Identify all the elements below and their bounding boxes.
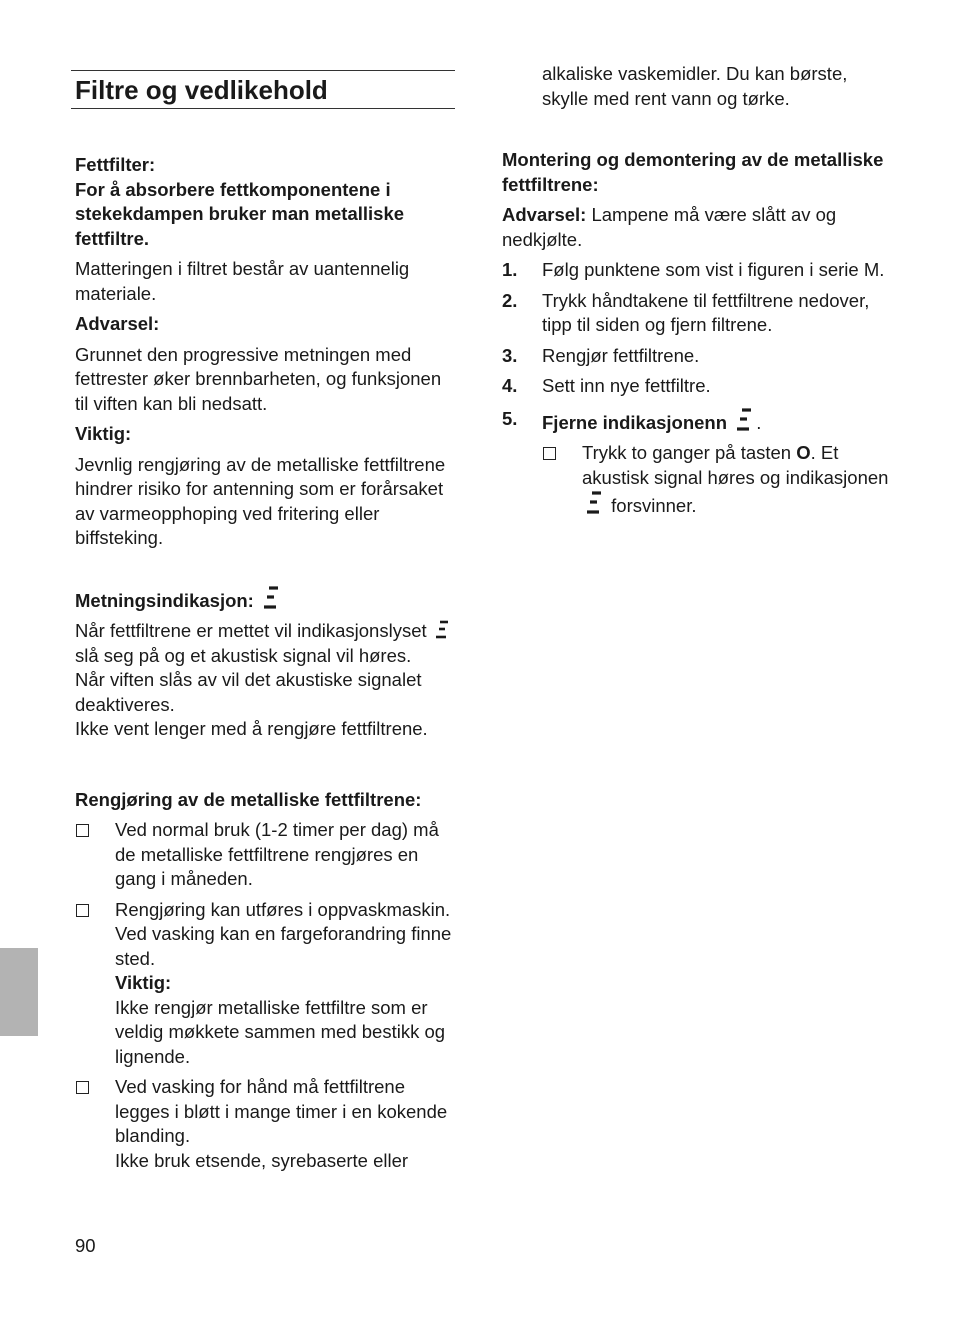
warning-label: Advarsel: bbox=[75, 313, 160, 334]
checkbox-bullet-icon bbox=[75, 1075, 115, 1173]
checkbox-bullet-icon bbox=[75, 818, 115, 892]
page-number: 90 bbox=[75, 1235, 96, 1256]
checkbox-bullet-icon bbox=[75, 898, 115, 1070]
sub-text-c: forsvinner. bbox=[611, 495, 697, 516]
cleaning-item-2: Rengjøring kan utføres i oppvaskmaskin. Ved vasking kan en fargeforandring finne sted. bbox=[115, 898, 452, 969]
important-text: Jevnlig rengjøring av de metalliske fettfiltrene hindrer risiko for antenning som er forårsaket av varmeopphoping ved fritering eller biffsteking. bbox=[75, 453, 446, 548]
fettfilter-section bbox=[75, 153, 455, 551]
metning-text-d: Ikke vent lenger med å rengjøre fettfiltrene. bbox=[75, 718, 428, 739]
warning-text: Grunnet den progressive metningen med fettrester øker brennbarheten, og funksjonen til viften kan bli nedsatt. bbox=[75, 343, 442, 414]
list-item bbox=[542, 441, 892, 519]
step-number: 4. bbox=[502, 375, 518, 396]
metning-text-b: slå seg på og et akustisk signal vil høres. bbox=[75, 644, 412, 666]
mounting-warning bbox=[502, 203, 892, 252]
step-number: 5. bbox=[502, 407, 518, 429]
saturation-indicator-icon bbox=[584, 490, 604, 516]
saturation-indicator-icon bbox=[434, 619, 450, 641]
mounting-section bbox=[502, 148, 892, 519]
fettfilter-intro: For å absorbere fettkomponentene i stekekdampen bruker man metalliske fettfiltre. bbox=[75, 178, 405, 249]
metning-text-a: Når fettfiltrene er mettet vil indikasjonslyset bbox=[75, 620, 427, 641]
list-item bbox=[75, 818, 455, 892]
mounting-warning-text: Lampene må være slått av og nedkjølte. bbox=[502, 204, 837, 250]
list-item bbox=[75, 1075, 455, 1173]
step-5-text: Fjerne indikasjonenn bbox=[542, 411, 728, 433]
step-number: 2. bbox=[502, 289, 518, 311]
mounting-heading: Montering og demontering av de metalliske fettfiltrene: bbox=[502, 149, 884, 195]
cleaning-item-1: Ved normal bruk (1-2 timer per dag) må de metalliske fettfiltrene rengjøres en gang i måneden. bbox=[115, 819, 439, 889]
checkbox-bullet-icon bbox=[542, 441, 582, 519]
step-text: Sett inn nye fettfiltre. bbox=[542, 375, 711, 396]
saturation-indicator-icon bbox=[734, 407, 754, 433]
metning-section bbox=[75, 585, 455, 742]
section-tab-marker bbox=[0, 948, 38, 1036]
cleaning-heading: Rengjøring av de metalliske fettfiltrene: bbox=[75, 788, 422, 810]
metning-heading bbox=[75, 585, 455, 614]
fettfilter-material: Matteringen i filtret består av uantennelig materiale. bbox=[75, 258, 410, 304]
list-item bbox=[502, 344, 892, 369]
list-item bbox=[502, 374, 892, 399]
metning-text bbox=[75, 619, 455, 668]
list-item bbox=[502, 407, 892, 436]
cleaning-item-3: Ved vasking for hånd må fettfiltrene legges i bløtt i mange timer i en kokende blanding. bbox=[115, 1076, 448, 1146]
cleaning-continued: alkaliske vaskemidler. Du kan børste, skylle med rent vann og tørke. bbox=[542, 63, 848, 109]
list-item bbox=[502, 258, 892, 283]
key-o-label: O bbox=[796, 442, 811, 463]
left-column bbox=[75, 70, 455, 1179]
cleaning-section bbox=[75, 788, 455, 1174]
mounting-warning-label: Advarsel: bbox=[502, 204, 587, 225]
important-label: Viktig: bbox=[75, 423, 132, 444]
fettfilter-heading: Fettfilter: bbox=[75, 154, 156, 175]
step-5-end: . bbox=[756, 411, 762, 433]
list-item bbox=[502, 289, 892, 338]
sub-text-a: Trykk to ganger på tasten bbox=[582, 442, 792, 463]
saturation-indicator-icon bbox=[261, 585, 281, 611]
right-column bbox=[502, 62, 892, 525]
title-rule bbox=[71, 70, 455, 109]
metning-text-c: Når viften slås av vil det akustiske signalet deaktiveres. bbox=[75, 669, 422, 715]
cleaning-item-3-cont: Ikke bruk etsende, syrebaserte eller bbox=[115, 1149, 409, 1171]
list-item bbox=[75, 898, 455, 1070]
step-text: Følg punktene som vist i figuren i serie M. bbox=[542, 259, 885, 280]
step-number: 1. bbox=[502, 259, 518, 280]
step-number: 3. bbox=[502, 344, 518, 366]
metning-heading-text: Metningsindikasjon: bbox=[75, 589, 254, 611]
sub-text-b: . Et akustisk signal høres og indikasjonen bbox=[582, 442, 889, 488]
page-title: Filtre og vedlikehold bbox=[75, 75, 328, 105]
step-text: Trykk håndtakene til fettfiltrene nedover, tipp til siden og fjern filtrene. bbox=[542, 289, 870, 335]
cleaning-item-2-important-text: Ikke rengjør metalliske fettfiltre som er veldig møkkete sammen med bestikk og lignende. bbox=[115, 996, 446, 1067]
step-text: Rengjør fettfiltrene. bbox=[542, 344, 700, 366]
cleaning-item-2-important-label: Viktig: bbox=[115, 972, 172, 993]
